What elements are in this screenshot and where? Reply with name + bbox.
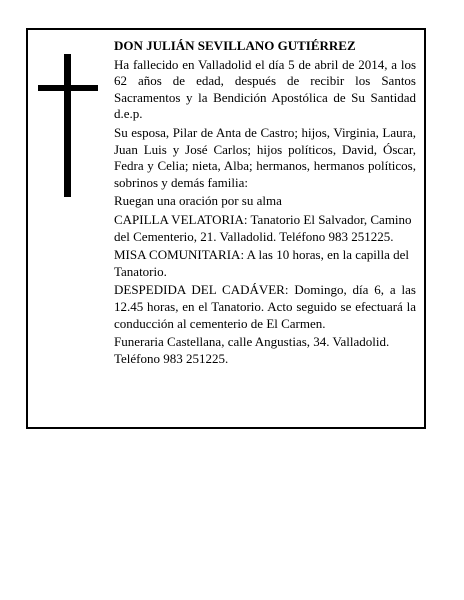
death-announcement: Ha fallecido en Valladolid el día 5 de abril de 2014, a los 62 años de edad, después de recibir los Santos Sacramentos y la Bendición Apostólica de Su Santidad d.e.p.: [114, 56, 416, 122]
cross-horizontal-bar: [38, 85, 98, 91]
wake-chapel-info: CAPILLA VELATORIA: Tanatorio El Salvador, Camino del Cementerio, 21. Valladolid. Teléfono 983 251225.: [114, 211, 412, 244]
deceased-name: DON JULIÁN SEVILLANO GUTIÉRREZ: [114, 38, 356, 53]
prayer-request: Ruegan una oración por su alma: [114, 193, 282, 209]
mass-info: MISA COMUNITARIA: A las 10 horas, en la capilla del Tanatorio.: [114, 247, 410, 279]
cross-vertical-bar: [64, 54, 71, 197]
funeral-farewell-info: DESPEDIDA DEL CADÁVER: Domingo, día 6, a las 12.45 horas, en el Tanatorio. Acto seguido se efectuará la conducción al cementerio de El Carmen.: [114, 282, 416, 331]
funeral-home-info: Funeraria Castellana, calle Angustias, 34. Valladolid. Teléfono 983 251225.: [114, 334, 390, 366]
latin-cross-icon: [38, 54, 98, 197]
family-list: Su esposa, Pilar de Anta de Castro; hijos, Virginia, Laura, Juan Luis y José Carlos; hijos políticos, David, Óscar, Fedra y Celia; nieta, Alba; hermanos, hermanos políticos, sobrinos y demás familia:: [114, 124, 416, 190]
notice-text: [114, 38, 416, 369]
